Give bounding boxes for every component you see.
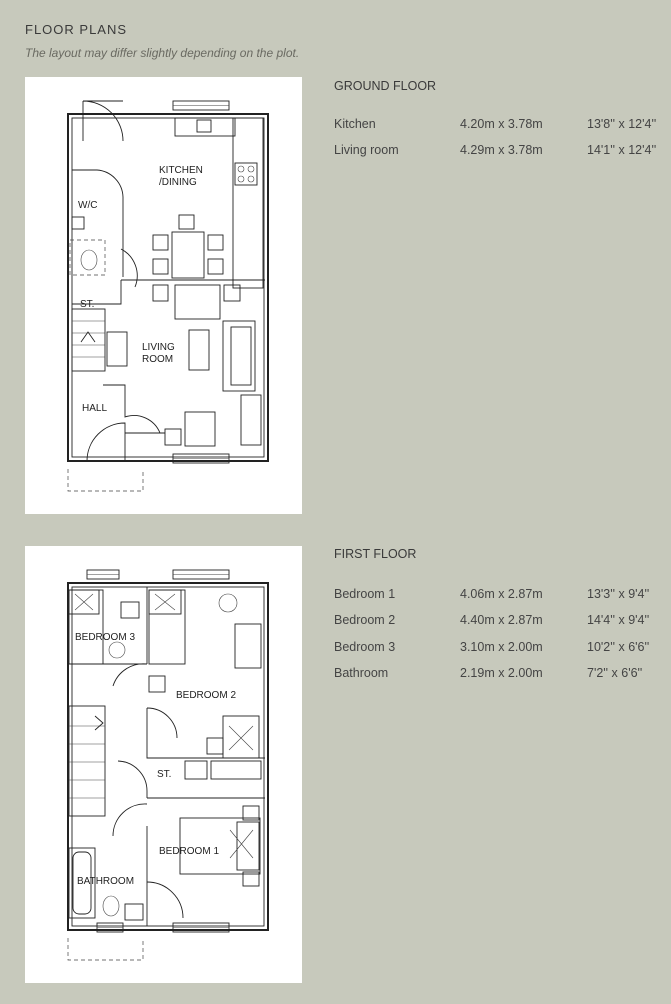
room-metric: 3.10m x 2.00m [460,640,543,654]
room-imperial: 10'2'' x 6'6'' [587,640,650,654]
plan-label-store: ST. [80,299,95,310]
first-floor-plan [25,546,302,983]
plan-label-hall: HALL [82,403,108,414]
room-name: Bedroom 2 [334,613,396,627]
room-metric: 4.06m x 2.87m [460,587,543,601]
room-name: Bedroom 3 [334,640,396,654]
page-subtitle: The layout may differ slightly depending on the plot. [25,46,300,60]
room-metric: 4.29m x 3.78m [460,143,543,157]
room-row-bedroom-1 [334,587,664,605]
room-row-bedroom-3 [334,640,664,658]
room-metric: 4.40m x 2.87m [460,613,543,627]
plan-label-dining: /DINING [159,177,197,188]
room-imperial: 14'4'' x 9'4'' [587,613,650,627]
room-row-kitchen [334,117,664,135]
plan-label-bedroom3: BEDROOM 3 [75,632,136,643]
plan-label-bedroom2: BEDROOM 2 [176,690,237,701]
room-name: Living room [334,143,399,157]
first-floor-heading: FIRST FLOOR [334,547,417,561]
room-imperial: 13'8'' x 12'4'' [587,117,657,131]
page-title: FLOOR PLANS [25,22,128,37]
room-name: Bedroom 1 [334,587,396,601]
ground-floor-plan [25,77,302,514]
plan-label-store: ST. [157,769,172,780]
ground-floor-drawing [25,77,302,514]
plan-label-bathroom: BATHROOM [77,876,135,887]
room-imperial: 7'2'' x 6'6'' [587,666,643,680]
plan-label-bedroom1: BEDROOM 1 [159,846,220,857]
ground-floor-heading: GROUND FLOOR [334,79,437,93]
plan-label-room: ROOM [142,354,174,365]
room-metric: 4.20m x 3.78m [460,117,543,131]
room-row-bathroom [334,666,664,684]
plan-label-kitchen: KITCHEN [159,165,203,176]
room-row-bedroom-2 [334,613,664,631]
room-metric: 2.19m x 2.00m [460,666,543,680]
plan-label-wc: W/C [78,200,98,211]
room-row-living-room [334,143,664,161]
room-imperial: 14'1'' x 12'4'' [587,143,657,157]
plan-label-living: LIVING [142,342,175,353]
room-name: Kitchen [334,117,376,131]
room-name: Bathroom [334,666,389,680]
room-imperial: 13'3'' x 9'4'' [587,587,650,601]
first-floor-drawing [25,546,302,983]
